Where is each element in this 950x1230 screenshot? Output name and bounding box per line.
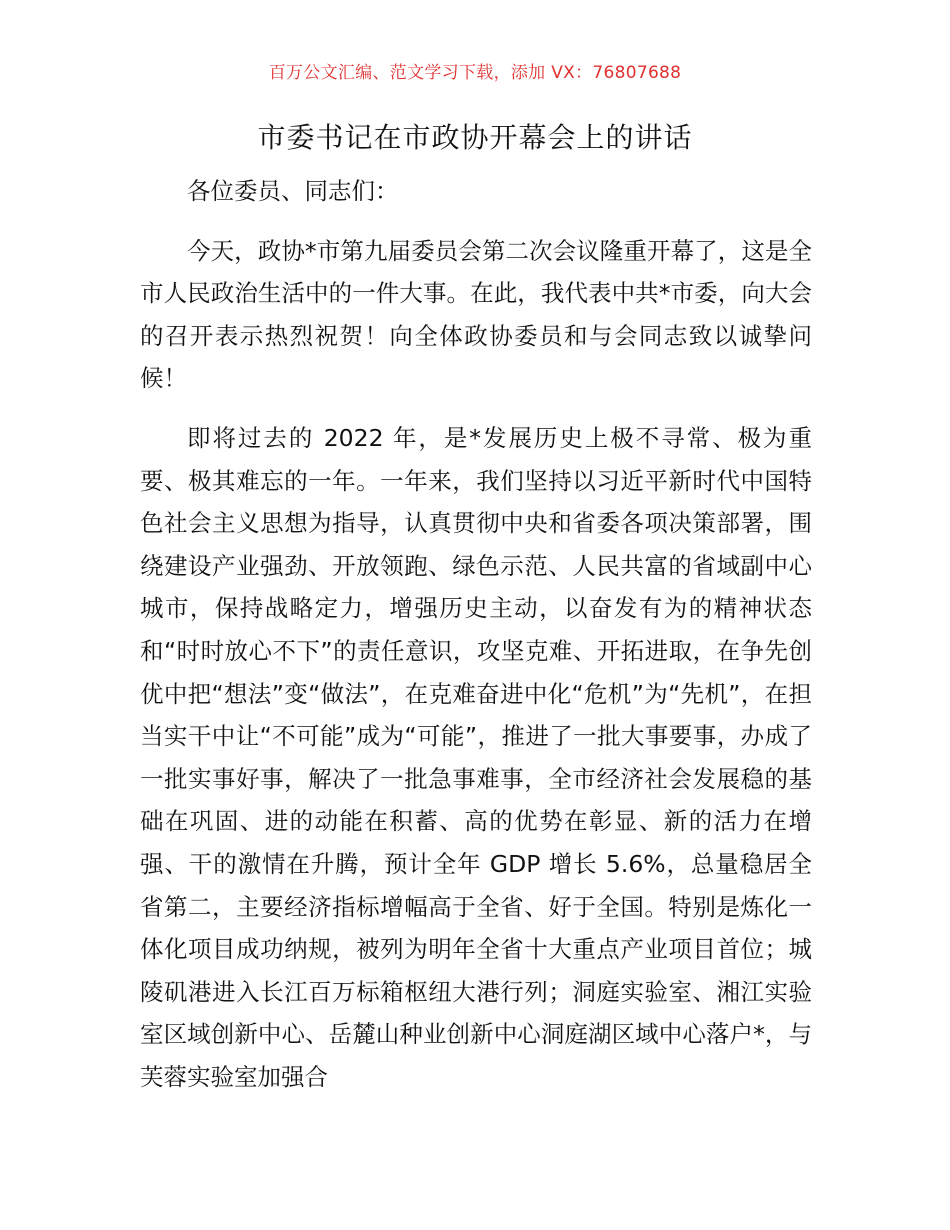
paragraph-2: 即将过去的 2022 年，是*发展历史上极不寻常、极为重要、极其难忘的一年。一年来，我们坚持以习近平新时代中国特色社会主义思想为指导，认真贯彻中央和省委各项决策部署，围绕建设产业强劲、开放领跑、绿色示范、人民共富的省域副中心城市，保持战略定力，增强历史主动，以奋发有为的精神状态和“时时放心不下”的责任意识，攻坚克难、开拓进取，在争先创优中把“想法”变“做法”，在克难奋进中化“危机”为“先机”，在担当实干中让“不可能”成为“可能”，推进了一批大事要事，办成了一批实事好事，解决了一批急事难事，全市经济社会发展稳的基础在巩固、进的动能在积蓄、高的优势在彰显、新的活力在增强、干的激情在升腾，预计全年 GDP 增长 5.6%，总量稳居全省第二，主要经济指标增幅高于全省、好于全国。特别是炼化一体化项目成功纳规，被列为明年全省十大重点产业项目首位；城陵矶港进入长江百万标箱枢纽大港行列；洞庭实验室、湘江实验室区域创新中心、岳麓山种业创新中心洞庭湖区域中心落户*，与芙蓉实验室加强合 [140, 423, 812, 1091]
document-body [140, 170, 812, 1098]
paragraph-gap [140, 213, 812, 230]
paragraph-1: 今天，政协*市第九届委员会第二次会议隆重开幕了，这是全市人民政治生活中的一件大事。在此，我代表中共*市委，向大会的召开表示热烈祝贺！向全体政协委员和与会同志致以诚挚问候！ [140, 236, 812, 393]
document-title: 市委书记在市政协开幕会上的讲话 [257, 121, 693, 154]
salutation: 各位委员、同志们： [187, 177, 399, 205]
watermark-banner: 百万公文汇编、范文学习下载，添加 VX：76807688 [268, 63, 682, 83]
paragraph-gap [140, 400, 812, 417]
